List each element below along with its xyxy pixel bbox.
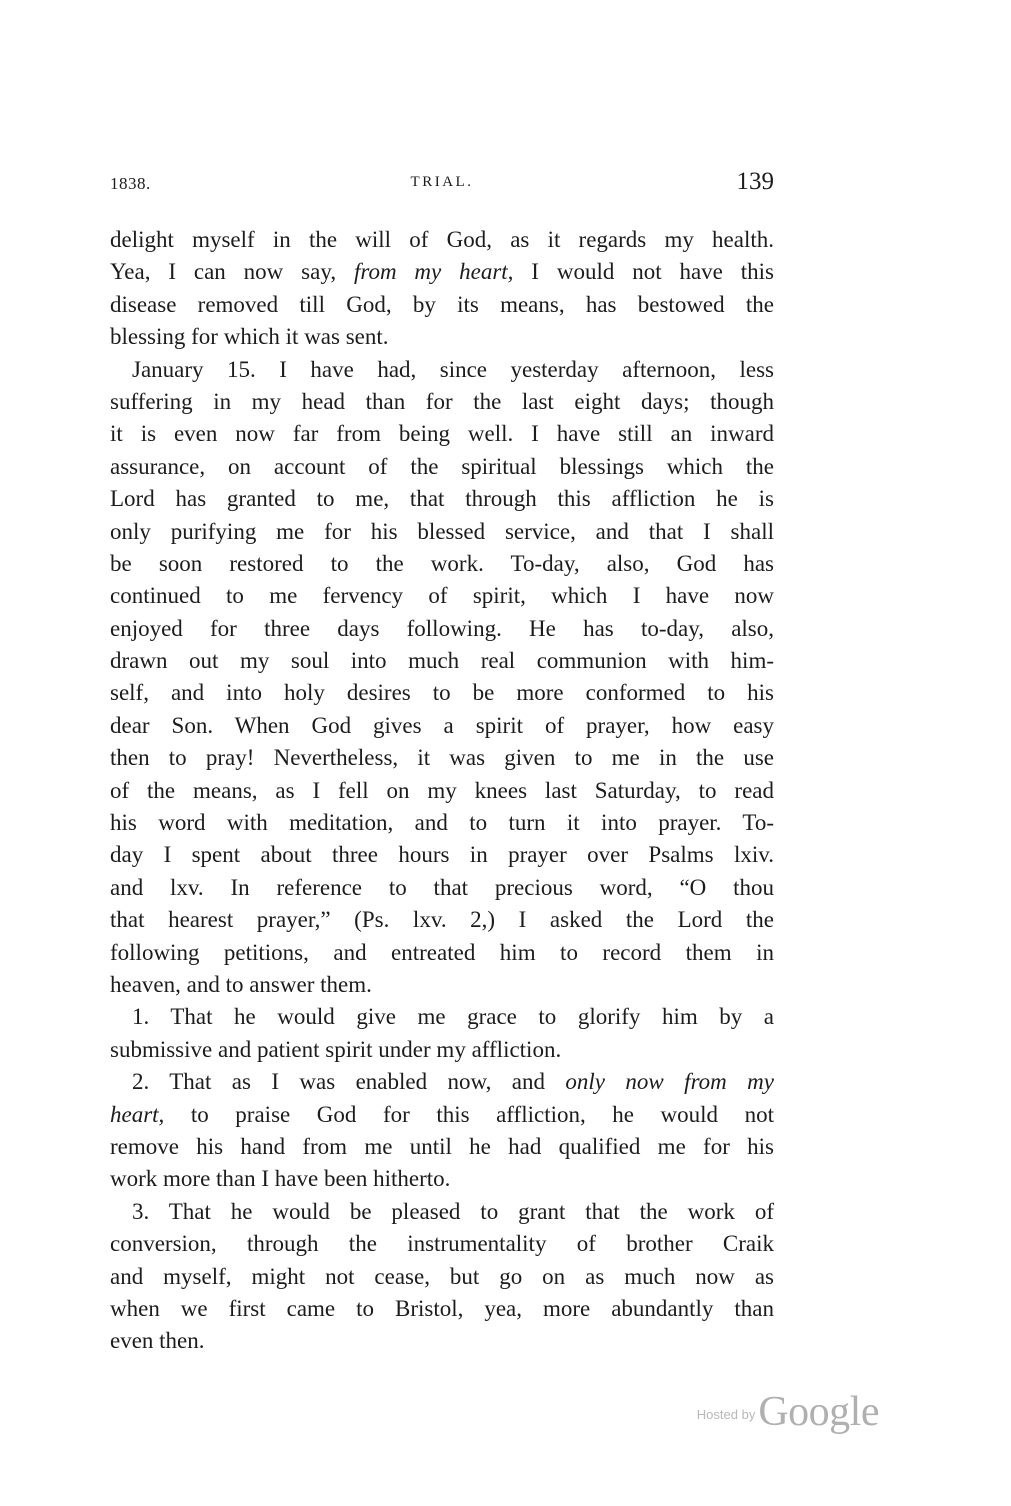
- text-line: [110, 613, 774, 645]
- text-line: [110, 1066, 774, 1098]
- text-line: [110, 1228, 774, 1260]
- line-text: even then.: [110, 1328, 205, 1354]
- text-line: [110, 418, 774, 450]
- text-line: [110, 1131, 774, 1163]
- text-line: [110, 775, 774, 807]
- line-text: disease removed till God, by its means, has bestowed the: [110, 291, 774, 317]
- google-watermark: [697, 1388, 879, 1436]
- line-text: drawn out my soul into much real communion with him-: [110, 648, 774, 674]
- line-text-after: I would not have this: [513, 259, 774, 285]
- text-line: [110, 1163, 774, 1195]
- google-logo: Google: [758, 1389, 879, 1435]
- line-text: of the means, as I fell on my knees last Saturday, to read: [110, 777, 774, 803]
- line-text: blessing for which it was sent.: [110, 324, 389, 350]
- line-emphasis: from my heart,: [353, 259, 514, 285]
- running-head: [110, 168, 774, 198]
- text-line: [110, 645, 774, 677]
- watermark-prefix: Hosted by: [696, 1407, 756, 1422]
- line-text: following petitions, and entreated him to record them in: [110, 939, 774, 965]
- line-text: it is even now far from being well. I have still an inward: [110, 421, 774, 447]
- text-line: [110, 1325, 774, 1357]
- line-text: suffering in my head than for the last eight days; though: [110, 388, 774, 414]
- text-line: [110, 1196, 774, 1228]
- text-line: [110, 710, 774, 742]
- text-line: [110, 224, 774, 256]
- text-line: [110, 386, 774, 418]
- line-text: dear Son. When God gives a spirit of prayer, how easy: [110, 712, 774, 738]
- line-text: enjoyed for three days following. He has to-day, also,: [110, 615, 774, 641]
- text-line: [110, 839, 774, 871]
- text-line: [110, 1099, 774, 1131]
- line-text: day I spent about three hours in prayer over Psalms lxiv.: [110, 842, 774, 868]
- text-line: [110, 289, 774, 321]
- text-line: [110, 937, 774, 969]
- line-text: heaven, and to answer them.: [110, 971, 372, 997]
- line-text: Lord has granted to me, that through this affliction he is: [110, 486, 774, 512]
- line-text: and lxv. In reference to that precious word, “O thou: [110, 874, 774, 900]
- text-line: [110, 483, 774, 515]
- line-text: and myself, might not cease, but go on as much now as: [110, 1263, 774, 1289]
- line-emphasis: heart,: [110, 1101, 165, 1127]
- text-line: [110, 256, 774, 288]
- text-line: [110, 1034, 774, 1066]
- text-line: [110, 1293, 774, 1325]
- line-text: conversion, through the instrumentality of brother Craik: [110, 1231, 774, 1257]
- line-emphasis: only now from my: [565, 1069, 774, 1095]
- line-text: Yea, I can now say,: [110, 259, 354, 285]
- line-text: submissive and patient spirit under my affliction.: [110, 1036, 562, 1062]
- line-text: that hearest prayer,” (Ps. lxv. 2,) I asked the Lord the: [110, 907, 774, 933]
- text-line: [110, 321, 774, 353]
- line-text: be soon restored to the work. To-day, also, God has: [110, 550, 774, 576]
- text-line: [110, 516, 774, 548]
- line-text: 3. That he would be pleased to grant that the work of: [132, 1198, 774, 1224]
- line-text: work more than I have been hitherto.: [110, 1166, 451, 1192]
- body-text: [110, 224, 774, 1358]
- line-text: then to pray! Nevertheless, it was given to me in the use: [110, 745, 774, 771]
- header-title: TRIAL.: [410, 174, 474, 190]
- line-text: assurance, on account of the spiritual blessings which the: [110, 453, 774, 479]
- page-number: 139: [736, 168, 774, 195]
- line-text-after: to praise God for this affliction, he would not: [164, 1101, 774, 1127]
- text-line: [110, 1261, 774, 1293]
- line-text: January 15. I have had, since yesterday afternoon, less: [132, 356, 774, 382]
- line-text: only purifying me for his blessed service, and that I shall: [110, 518, 774, 544]
- text-line: [110, 904, 774, 936]
- line-text: 2. That as I was enabled now, and: [132, 1069, 566, 1095]
- line-text: remove his hand from me until he had qualified me for his: [110, 1133, 774, 1159]
- line-text: 1. That he would give me grace to glorify him by a: [132, 1004, 774, 1030]
- text-line: [110, 807, 774, 839]
- line-text: delight myself in the will of God, as it regards my health.: [110, 227, 774, 252]
- text-line: [110, 580, 774, 612]
- text-line: [110, 969, 774, 1001]
- line-text: when we first came to Bristol, yea, more abundantly than: [110, 1295, 774, 1321]
- text-line: [110, 872, 774, 904]
- text-line: [110, 1001, 774, 1033]
- text-line: [110, 742, 774, 774]
- text-line: [110, 548, 774, 580]
- text-line: [110, 354, 774, 386]
- header-year: 1838.: [110, 174, 151, 193]
- text-line: [110, 677, 774, 709]
- text-line: [110, 451, 774, 483]
- line-text: self, and into holy desires to be more conformed to his: [110, 680, 774, 706]
- line-text: his word with meditation, and to turn it into prayer. To-: [110, 810, 774, 836]
- line-text: continued to me fervency of spirit, which I have now: [110, 583, 774, 609]
